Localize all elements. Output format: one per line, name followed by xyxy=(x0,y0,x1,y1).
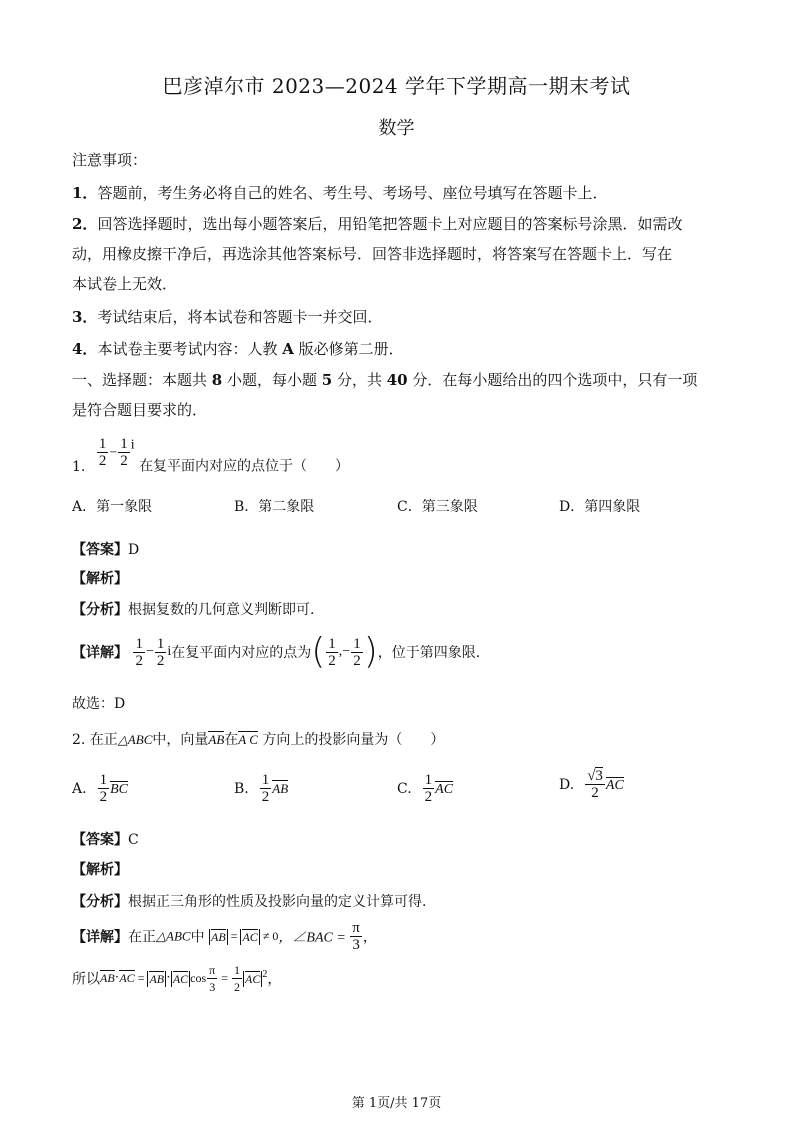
cos-function: cos xyxy=(190,971,207,985)
q1-answer xyxy=(72,539,139,559)
fraction-denominator: 2 xyxy=(591,785,599,801)
vector-ab: AB xyxy=(100,971,115,985)
q2-derivation xyxy=(72,962,281,995)
option-label: A. xyxy=(72,780,87,797)
detail-text: 在复平面内对应的点为 xyxy=(171,645,312,661)
section-count: 8 xyxy=(211,371,223,389)
magnitude-ac xyxy=(171,971,190,987)
fraction-half-2 xyxy=(118,436,130,469)
section-text-c: 小题，每小题 xyxy=(222,371,322,389)
fenxi-text: 根据正三角形的性质及投影向量的定义计算可得. xyxy=(128,894,427,910)
comma: , xyxy=(338,644,343,659)
q1-fenxi xyxy=(72,599,314,619)
coordinate-y xyxy=(351,636,363,669)
q1-option-d[interactable]: D．第四象限 xyxy=(559,499,641,515)
fenxi-label: 【分析】 xyxy=(72,894,128,910)
note-3-number: 3． xyxy=(72,308,98,326)
vector-ac: AC xyxy=(242,929,258,944)
radicand: 3 xyxy=(595,768,603,784)
vector-ac: AC xyxy=(245,971,261,986)
fenxi-label: 【分析】 xyxy=(72,602,128,618)
right-paren: ) xyxy=(363,631,378,672)
square-exponent: 2 xyxy=(262,968,268,980)
fraction-denominator: 2 xyxy=(99,789,108,805)
question-2-number: 2. xyxy=(72,732,86,748)
analysis-label: 【解析】 xyxy=(72,571,128,587)
fraction-numerator: 1 xyxy=(99,772,108,788)
vector-ac: AC xyxy=(172,971,189,986)
note-2-text: 回答选择题时，选出每小题答案后，用铅笔把答题卡上对应题目的答案标号涂黑．如需改 xyxy=(97,215,683,233)
left-paren: ( xyxy=(311,631,326,672)
coordinate-x xyxy=(326,636,338,669)
imaginary-unit: i xyxy=(167,644,172,659)
q2-text-a: 在正 xyxy=(89,732,118,748)
magnitude-ab xyxy=(209,929,228,945)
pi: π xyxy=(352,920,360,936)
section-text-e: 分，共 xyxy=(332,371,387,389)
fraction-numerator: 1 xyxy=(120,436,128,452)
detail-label: 【详解】 xyxy=(72,645,128,661)
q1-option-c[interactable]: C．第三象限 xyxy=(397,499,478,515)
triangle-abc: △ABC xyxy=(117,732,153,747)
fraction-half-2 xyxy=(155,636,167,669)
fraction-numerator: 1 xyxy=(328,635,336,652)
fraction-denominator: 2 xyxy=(156,652,165,669)
notes-heading: 注意事项： xyxy=(72,151,148,169)
vector-ac: AC xyxy=(435,781,454,797)
fraction-half xyxy=(98,772,110,805)
fraction-half xyxy=(260,772,272,805)
equals-sign: = xyxy=(134,971,148,985)
q1-analysis-label xyxy=(72,568,128,588)
not-equal-zero: ≠ 0 xyxy=(259,929,279,943)
dot-operator: · xyxy=(166,970,171,986)
vector-ac: A C xyxy=(238,732,258,747)
q2-option-d[interactable] xyxy=(559,768,624,801)
note-1-text: 答题前，考生务必将自己的姓名、考生号、考场号、座位号填写在答题卡上． xyxy=(97,184,608,202)
equals-sign: = xyxy=(227,929,241,943)
q2-text-d: 方向上的投影向量为（ ） xyxy=(262,732,445,748)
fraction-numerator: 1 xyxy=(234,963,240,977)
fraction-pi-over-3 xyxy=(350,920,362,953)
note-4-text-post: 版必修第二册． xyxy=(293,340,404,358)
q2-text-b: 中，向量 xyxy=(152,732,209,748)
fraction-numerator: 1 xyxy=(135,635,143,652)
q2-option-c[interactable] xyxy=(397,772,453,805)
vector-ab: AB xyxy=(211,929,226,944)
vector-ac: AC xyxy=(605,777,624,793)
fraction-half xyxy=(133,636,145,669)
note-3 xyxy=(72,307,382,327)
note-1 xyxy=(72,183,607,203)
minus-sign: − xyxy=(342,644,351,659)
fraction-denominator: 2 xyxy=(328,652,336,669)
fraction-denominator: 2 xyxy=(120,453,128,469)
vector-ac: AC xyxy=(119,971,135,985)
fraction-denominator: 2 xyxy=(234,980,240,994)
note-4-number: 4． xyxy=(72,340,98,358)
q2-detail xyxy=(72,920,377,953)
q2-fenxi xyxy=(72,891,426,911)
note-2-line1 xyxy=(72,214,682,234)
option-label: D. xyxy=(559,776,575,793)
magnitude-ac xyxy=(240,929,259,945)
fraction-denominator: 2 xyxy=(98,453,107,469)
detail-end-text: ，位于第四象限. xyxy=(377,645,481,661)
q1-option-b[interactable]: B．第二象限 xyxy=(234,499,315,515)
fraction-denominator: 2 xyxy=(135,652,143,669)
answer-value: C xyxy=(128,832,139,848)
section-1-heading xyxy=(72,370,697,390)
detail-label: 【详解】 xyxy=(72,929,128,946)
magnitude-ab xyxy=(147,971,166,987)
vector-ab: AB xyxy=(272,780,289,796)
page-footer: 第 1页/共 17页 xyxy=(351,1096,442,1111)
q2-text-c: 在 xyxy=(224,732,239,748)
q1-conclusion: 故选：D xyxy=(72,696,126,712)
fraction-numerator: 1 xyxy=(98,436,107,452)
q2-answer xyxy=(72,829,139,849)
angle-bac: ，∠BAC = xyxy=(278,930,350,946)
fraction-numerator: 1 xyxy=(424,772,433,788)
vector-ab: AB xyxy=(208,732,225,747)
fraction-numerator: 1 xyxy=(156,635,165,652)
so-text: 所以 xyxy=(72,971,100,988)
exam-title: 巴彦淖尔市 2023—2024 学年下学期高一期末考试 xyxy=(162,74,631,98)
fraction-half xyxy=(232,962,242,995)
section-1-line2: 是符合题目要求的． xyxy=(72,401,208,419)
vector-ab: AB xyxy=(149,971,165,986)
q1-option-a[interactable]: A．第一象限 xyxy=(72,499,153,515)
q2-option-a[interactable] xyxy=(72,772,128,805)
note-4 xyxy=(72,339,404,359)
fraction-numerator: 1 xyxy=(261,772,270,788)
dot-operator: · xyxy=(114,970,120,986)
note-2-line2: 动，用橡皮擦干净后，再选涂其他答案标号．回答非选择题时，将答案写在答题卡上．写在 xyxy=(72,245,673,263)
section-points-each: 5 xyxy=(321,371,333,389)
note-2-line3: 本试卷上无效． xyxy=(72,275,178,293)
comma: ， xyxy=(267,971,282,988)
answer-label: 【答案】 xyxy=(72,832,128,848)
note-2-number: 2． xyxy=(72,215,98,233)
fraction-half xyxy=(423,772,435,805)
pi: π xyxy=(209,963,216,977)
q2-option-b[interactable] xyxy=(234,772,288,805)
q1-detail xyxy=(72,631,481,672)
fraction-half xyxy=(97,436,109,469)
q2-analysis-label xyxy=(72,859,128,879)
detail-text-b: 中 xyxy=(190,929,205,946)
detail-text-a: 在正 xyxy=(128,929,156,946)
fenxi-text: 根据复数的几何意义判断即可. xyxy=(128,602,315,618)
sqrt-3: √3 xyxy=(587,768,603,784)
option-label: C. xyxy=(397,780,412,797)
note-4-text-pre: 本试卷主要考试内容：人教 xyxy=(97,340,283,358)
fraction-sqrt3-over-2 xyxy=(585,768,605,801)
subject-title: 数学 xyxy=(378,118,415,139)
question-1-text: 在复平面内对应的点位于（ ） xyxy=(139,458,350,475)
fraction-denominator: 2 xyxy=(353,652,361,669)
fraction-pi-over-3 xyxy=(207,962,217,995)
three: 3 xyxy=(352,937,360,953)
question-1-number: 1. xyxy=(72,458,86,475)
section-text-g: 分．在每小题给出的四个选项中，只有一项 xyxy=(407,371,698,389)
question-1-stem xyxy=(72,436,349,476)
equals-sign: = xyxy=(218,971,231,985)
section-text-a: 一、选择题：本题共 xyxy=(72,371,212,389)
analysis-label: 【解析】 xyxy=(72,862,128,878)
fraction-denominator: 2 xyxy=(424,789,433,805)
option-label: B. xyxy=(234,780,249,797)
minus-sign: − xyxy=(109,445,118,461)
imaginary-unit: i xyxy=(130,437,135,453)
note-1-number: 1． xyxy=(72,184,98,202)
comma: ， xyxy=(362,929,377,946)
three: 3 xyxy=(209,980,216,994)
triangle-abc: △ABC xyxy=(156,928,191,944)
answer-value: D xyxy=(128,542,140,558)
vector-bc: BC xyxy=(110,781,128,797)
section-points-total: 40 xyxy=(386,371,408,389)
fraction-numerator: 1 xyxy=(353,635,361,652)
fraction-denominator: 2 xyxy=(261,789,270,805)
answer-label: 【答案】 xyxy=(72,542,128,558)
minus-sign: − xyxy=(145,644,154,659)
note-3-text: 考试结束后，将本试卷和答题卡一并交回． xyxy=(97,308,383,326)
magnitude-ac xyxy=(243,971,262,987)
note-4-bold: A xyxy=(282,340,294,358)
question-2-stem xyxy=(72,729,444,749)
